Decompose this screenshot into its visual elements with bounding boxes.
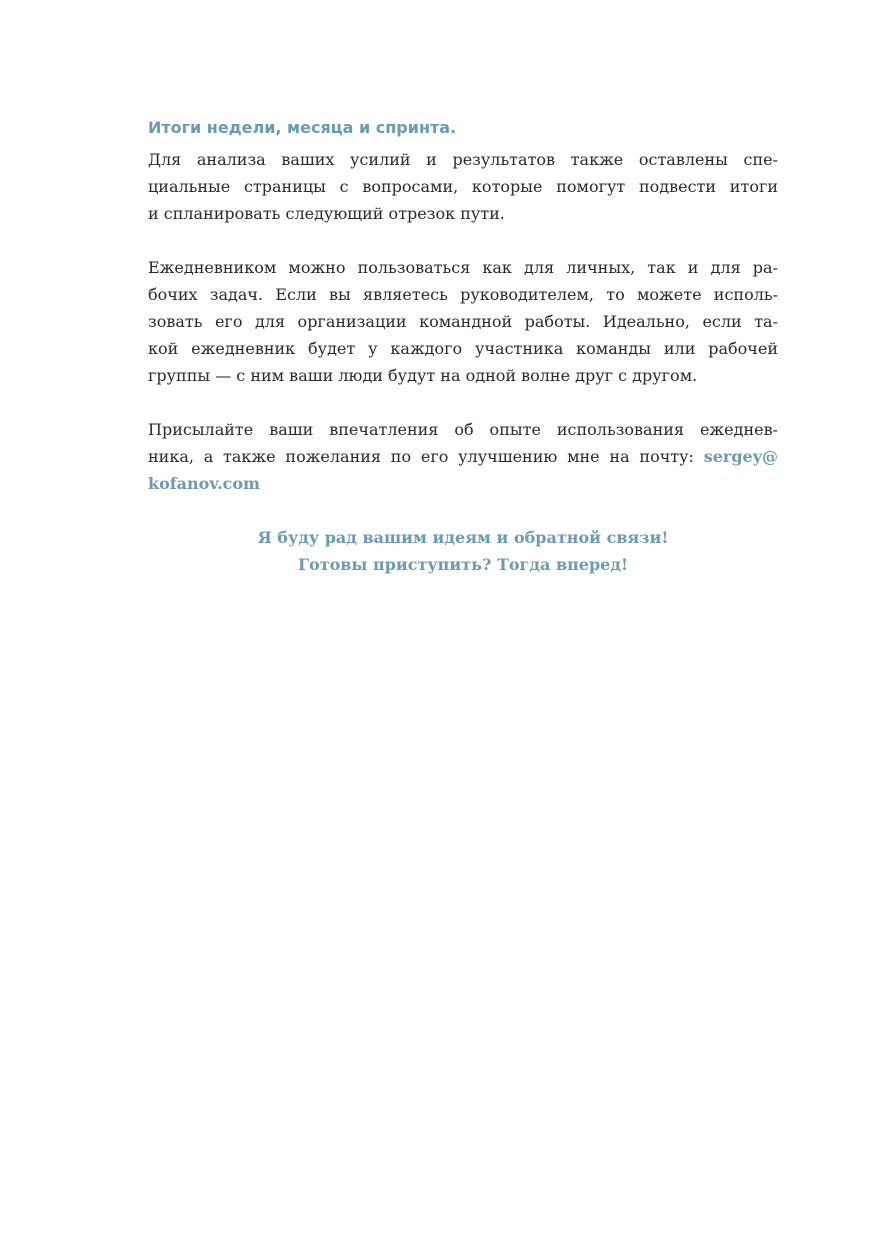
text-line: Присылайте ваши впечатления об опыте использования ежеднев- — [148, 420, 778, 439]
text-line: Для анализа ваших усилий и результатов также оставлены спе- — [148, 150, 778, 169]
text-line-with-email — [148, 443, 778, 470]
page-content — [148, 116, 778, 578]
text-line: бочих задач. Если вы являетесь руководителем, то можете исполь- — [148, 285, 778, 304]
closing-line: Я буду рад вашим идеям и обратной связи! — [257, 528, 669, 547]
paragraph-gap — [148, 389, 778, 416]
text-line: Ежедневником можно пользоваться как для личных, так и для ра- — [148, 258, 778, 277]
email-link-part2[interactable]: kofanov.com — [148, 474, 260, 493]
closing-message — [148, 524, 778, 578]
section-heading: Итоги недели, месяца и спринта. — [148, 118, 457, 137]
text-line: и спланировать следующий отрезок пути. — [148, 204, 505, 223]
text-line: зовать его для организации командной работы. Идеально, если та- — [148, 312, 778, 331]
text-line-email — [148, 470, 778, 497]
paragraph-analysis — [148, 146, 778, 227]
email-link-part1[interactable]: sergey@ — [703, 447, 778, 466]
text-fragment: ника, а также пожелания по его улучшению мне на почту: — [148, 447, 694, 466]
paragraph-gap — [148, 227, 778, 254]
text-line: группы — с ним ваши люди будут на одной волне друг с другом. — [148, 366, 698, 385]
closing-line: Готовы приступить? Тогда вперед! — [297, 555, 629, 574]
text-line: кой ежедневник будет у каждого участника команды или рабочей — [148, 339, 778, 358]
paragraph-usage — [148, 254, 778, 389]
paragraph-feedback — [148, 416, 778, 497]
text-line: циальные страницы с вопросами, которые помогут подвести итоги — [148, 177, 778, 196]
